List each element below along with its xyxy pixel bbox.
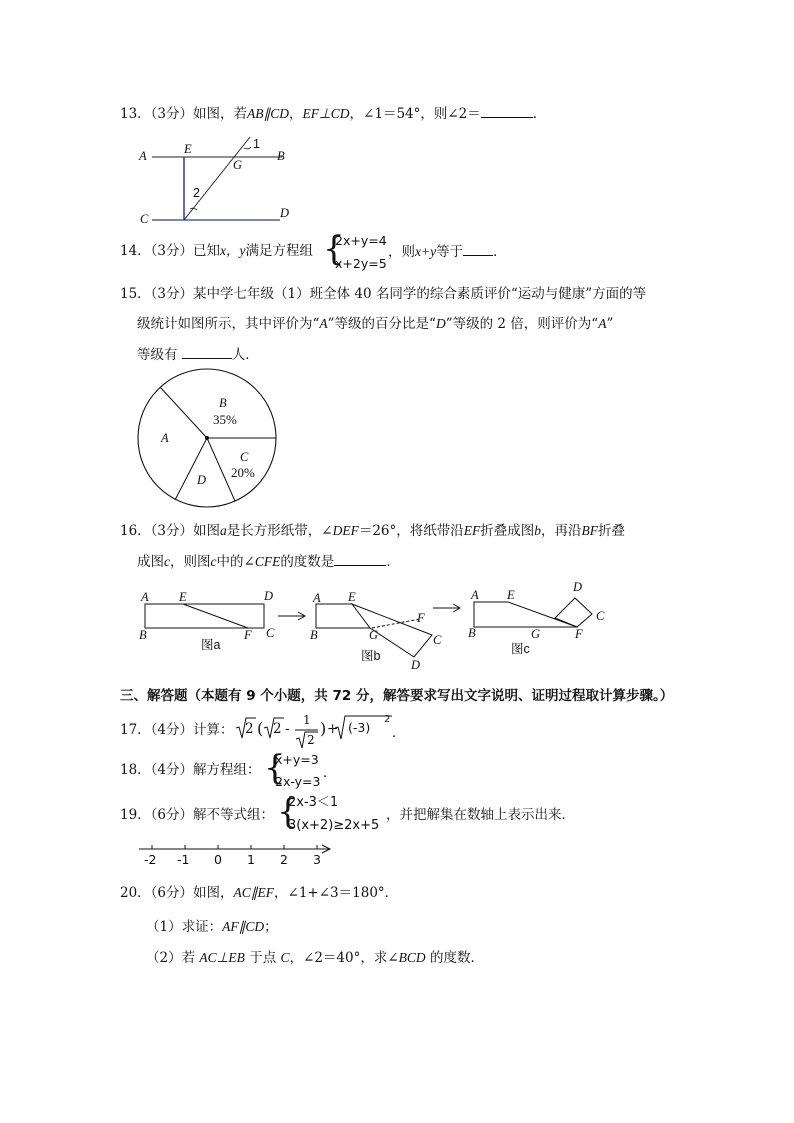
tick-label: 0 <box>214 852 222 867</box>
q14-text-b: ，则x+y等于 ． <box>388 241 507 262</box>
q19-brace: { <box>277 792 299 832</box>
pie-pct-C: 20% <box>231 465 255 480</box>
q14-text-a: 14．（3分）已知x，y满足方程组 <box>120 243 314 259</box>
pie-label-C: C <box>240 450 249 464</box>
q16c-label-E: E <box>507 588 515 602</box>
q17-minus: - <box>285 721 290 737</box>
q16b-label-E: E <box>348 590 356 604</box>
q17-label: 17．（4分）计算： <box>120 722 234 738</box>
pie-label-A: A <box>161 431 169 445</box>
q16c-label-B: B <box>468 626 476 640</box>
q13-label-C: C <box>140 212 149 226</box>
q13-label-1: 1 <box>253 137 260 151</box>
q19-label: 19．（6分）解不等式组： <box>120 807 275 823</box>
q16a-caption: 图a <box>201 638 221 652</box>
q18-eq2: 2x-y=3 <box>275 774 321 789</box>
q14-eq1: 2x+y=4 <box>335 233 387 248</box>
q17-end: ． <box>392 725 406 741</box>
pie-label-B: B <box>219 396 227 410</box>
q16c-label-C: C <box>596 609 605 623</box>
q17-sqrt2-b: 2 <box>273 721 282 737</box>
q13-text: 13．（3分）如图，若AB∥CD，EF⊥CD，∠1＝54°，则∠2＝ ． <box>120 103 546 124</box>
pie-pct-B: 35% <box>213 412 237 427</box>
q16a-label-C: C <box>266 626 275 640</box>
q16b-label-C: C <box>433 633 442 647</box>
q17-neg3: (-3) <box>348 720 371 735</box>
q13-label-B: B <box>277 149 285 163</box>
q13-label-G: G <box>233 158 243 172</box>
q16b-label-F: F <box>417 611 425 625</box>
q16b-label-D: D <box>411 658 421 672</box>
q13-label-E: E <box>184 142 192 156</box>
q17-paren-open: ( <box>257 719 264 738</box>
q15-line3: 等级有 人． <box>137 344 259 365</box>
q16a-label-A: A <box>141 590 149 604</box>
q18-label: 18．（4分）解方程组： <box>120 762 261 778</box>
q16c-label-G: G <box>531 627 541 641</box>
q13-label-2: 2 <box>193 186 200 200</box>
q15-line2: 级统计如图所示，其中评价为“A”等级的百分比是“D”等级的 2 倍，则评价为“A” <box>137 316 614 332</box>
q15-line1: 15．（3分）某中学七年级（1）班全体 40 名同学的综合素质评价“运动与健康”方面的等 <box>120 286 647 302</box>
q19-end: ，并把解集在数轴上表示出来． <box>386 807 575 823</box>
q16b-label-G: G <box>369 628 379 642</box>
q16a-label-E: E <box>179 590 187 604</box>
section-3-heading: 三、解答题（本题有 9 个小题，共 72 分，解答要求写出文字说明、证明过程取计算步骤。） <box>120 688 674 704</box>
q16b-label-A: A <box>313 591 321 605</box>
q16c-caption: 图c <box>511 642 530 656</box>
q16b-label-B: B <box>310 628 318 642</box>
q14-eq2: x+2y=5 <box>335 256 387 271</box>
q13-label-A: A <box>139 149 147 163</box>
q16c-label-D: D <box>573 580 583 594</box>
q17-paren-close: ) <box>320 719 327 738</box>
tick-label: 3 <box>313 852 321 867</box>
q19-eq1: 2x-3＜1 <box>288 795 339 810</box>
q18-eq1: x+y=3 <box>275 752 319 767</box>
q17-denominator: 2 <box>307 733 315 747</box>
q17-plus: + <box>327 721 339 737</box>
tick-label: -2 <box>144 852 157 867</box>
q20-part2: （2）若 AC⊥EB 于点 C，∠2＝40°，求∠BCD 的度数． <box>146 950 484 966</box>
q17-exponent: 2 <box>384 714 391 725</box>
pie-label-D: D <box>197 473 207 487</box>
q16a-label-B: B <box>139 628 147 642</box>
q20-part1: （1）求证：AF∥CD； <box>146 919 278 935</box>
q17-numerator: 1 <box>303 713 311 727</box>
q18-brace: { <box>264 748 286 788</box>
q13-label-D: D <box>280 206 290 220</box>
q17-sqrt2-a: 2 <box>245 721 254 737</box>
tick-label: 1 <box>247 852 255 867</box>
q16c-label-F: F <box>575 627 583 641</box>
q16a-label-F: F <box>244 628 252 642</box>
q16-line2: 成图c，则图c中的∠CFE的度数是 ． <box>137 551 400 572</box>
q18-end: ． <box>323 765 337 781</box>
q20-text: 20．（6分）如图，AC∥EF，∠1+∠3＝180°． <box>120 885 399 901</box>
q16a-label-D: D <box>264 589 274 603</box>
q16c-label-A: A <box>471 588 479 602</box>
q16b-caption: 图b <box>361 649 381 663</box>
tick-label: -1 <box>177 852 190 867</box>
tick-label: 2 <box>280 852 288 867</box>
q19-eq2: 3(x+2)≥2x+5 <box>288 818 380 833</box>
q14-brace: { <box>323 229 345 269</box>
q16-line1: 16．（3分）如图a是长方形纸带，∠DEF＝26°，将纸带沿EF折叠成图b，再沿BF折叠 <box>120 523 626 539</box>
